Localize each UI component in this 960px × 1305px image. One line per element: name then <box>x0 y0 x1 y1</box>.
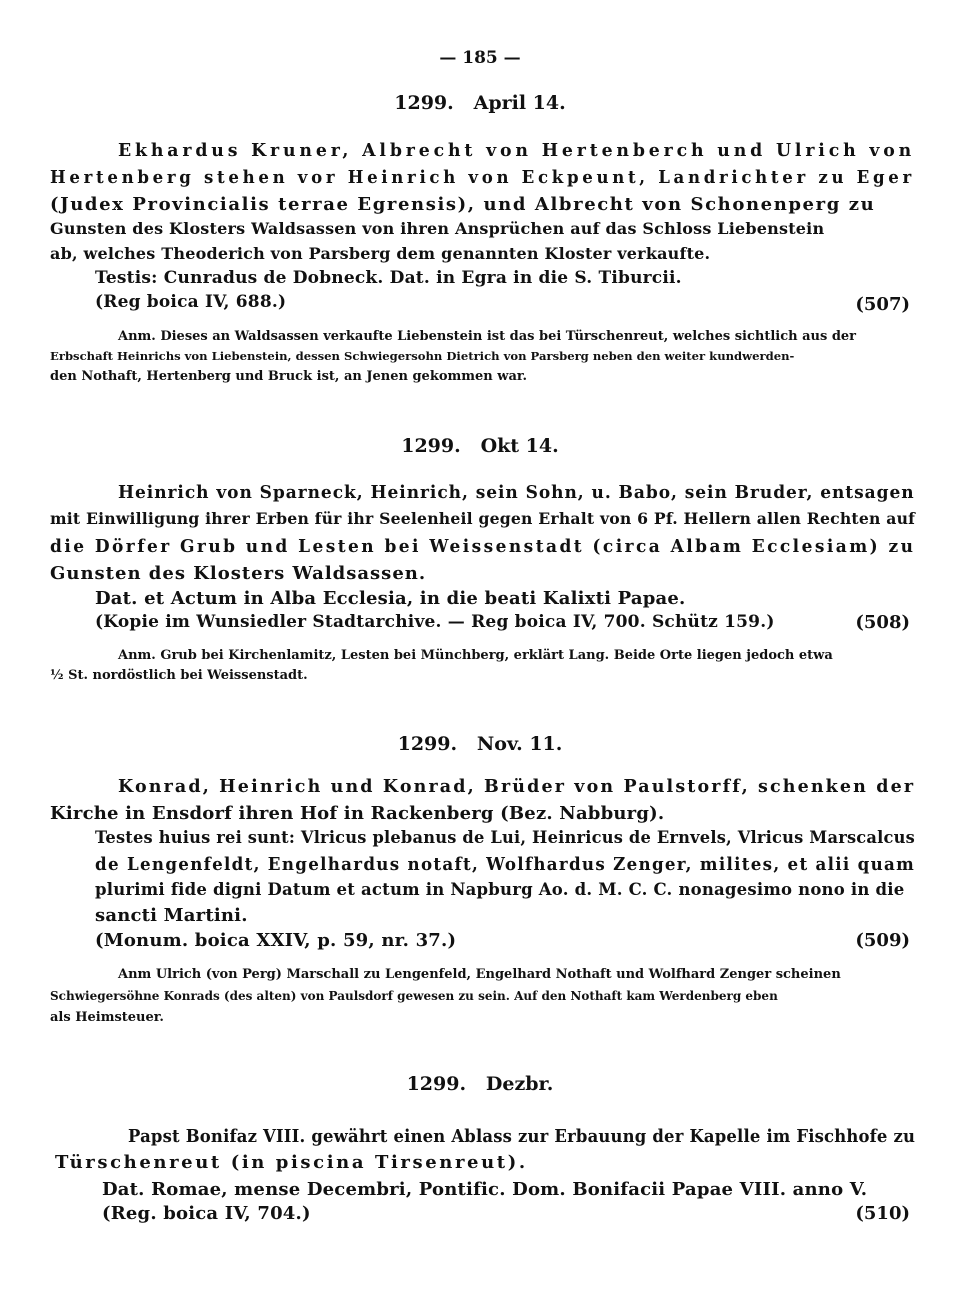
entry-line: Testes huius rei sunt: Vlricus plebanus de Lui, Heinricus de Ernvels, Vlricus Marscalcus <box>95 828 915 847</box>
entry-note: Erbschaft Heinrichs von Liebenstein, dessen Schwiegersohn Dietrich von Parsberg neben den weiter kundwerden- <box>50 349 795 363</box>
entry-line: de Lengenfeldt, Engelhardus notaft, Wolfhardus Zenger, milites, et alii quam <box>95 854 916 875</box>
entry-date: 1299. Dezbr. <box>406 1073 554 1095</box>
entry-line: Kirche in Ensdorf ihren Hof in Rackenberg (Bez. Nabburg). <box>50 803 665 824</box>
entry-line: Gunsten des Klosters Waldsassen von ihren Ansprüchen auf das Schloss Liebenstein <box>50 219 825 238</box>
entry-line: Gunsten des Klosters Waldsassen. <box>50 563 427 584</box>
entry-line: (Monum. boica XXIV, p. 59, nr. 37.) <box>95 930 457 951</box>
entry-line: (Judex Provincialis terrae Egrensis), und Albrecht von Schonenperg zu <box>50 194 876 215</box>
entry-line: (Reg. boica IV, 704.) <box>102 1203 311 1224</box>
entry-line: sancti Martini. <box>95 905 248 926</box>
entry-date: 1299. April 14. <box>394 92 566 114</box>
entry-number: (508) <box>855 612 910 633</box>
entry-line: ab, welches Theoderich von Parsberg dem genannten Kloster verkaufte. <box>50 244 711 263</box>
entry-date: 1299. Okt 14. <box>401 435 559 457</box>
entry-line: plurimi fide digni Datum et actum in Napburg Ao. d. M. C. C. nonagesimo nono in die <box>95 880 905 899</box>
entry-note: Anm. Dieses an Waldsassen verkaufte Liebenstein ist das bei Türschenreut, welches sichtlich aus der <box>118 329 857 344</box>
entry-note: Anm. Grub bei Kirchenlamitz, Lesten bei Münchberg, erklärt Lang. Beide Orte liegen jedoch etwa <box>118 648 833 663</box>
entry-line: Türschenreut (in piscina Tirsenreut). <box>55 1152 528 1173</box>
entry-number: (507) <box>855 294 910 315</box>
entry-note: Schwiegersöhne Konrads (des alten) von Paulsdorf gewesen zu sein. Auf den Nothaft kam Werdenberg eben <box>50 989 778 1003</box>
entry-line: die Dörfer Grub und Lesten bei Weissenstadt (circa Albam Ecclesiam) zu <box>50 536 916 557</box>
entry-line: Heinrich von Sparneck, Heinrich, sein Sohn, u. Babo, sein Bruder, entsagen <box>118 482 915 503</box>
entry-note: ½ St. nordöstlich bei Weissenstadt. <box>50 668 308 683</box>
entry-line: Testis: Cunradus de Dobneck. Dat. in Egra in die S. Tiburcii. <box>95 268 682 288</box>
entry-note: Anm Ulrich (von Perg) Marschall zu Lengenfeld, Engelhard Nothaft und Wolfhard Zenger scheinen <box>118 967 841 982</box>
entry-line: Hertenberg stehen vor Heinrich von Eckpeunt, Landrichter zu Eger <box>50 167 915 188</box>
entry-date: 1299. Nov. 11. <box>397 733 563 755</box>
page-number: — 185 — <box>439 48 521 68</box>
entry-line: Konrad, Heinrich und Konrad, Brüder von Paulstorff, schenken der <box>118 776 916 797</box>
entry-line: (Kopie im Wunsiedler Stadtarchive. — Reg boica IV, 700. Schütz 159.) <box>95 612 775 632</box>
entry-note: als Heimsteuer. <box>50 1010 164 1025</box>
entry-line: (Reg boica IV, 688.) <box>95 292 287 312</box>
entry-line: mit Einwilligung ihrer Erben für ihr Seelenheil gegen Erhalt von 6 Pf. Hellern allen Rechten auf <box>50 509 916 528</box>
entry-line: Ekhardus Kruner, Albrecht von Hertenberch und Ulrich von <box>118 140 916 161</box>
entry-line: Dat. et Actum in Alba Ecclesia, in die beati Kalixti Papae. <box>95 588 686 609</box>
entry-number: (509) <box>855 930 910 951</box>
entry-number: (510) <box>855 1203 910 1224</box>
entry-note: den Nothaft, Hertenberg und Bruck ist, an Jenen gekommen war. <box>50 369 528 384</box>
entry-line: Papst Bonifaz VIII. gewährt einen Ablass zur Erbauung der Kapelle im Fischhofe zu <box>128 1126 916 1147</box>
entry-line: Dat. Romae, mense Decembri, Pontific. Dom. Bonifacii Papae VIII. anno V. <box>102 1179 868 1200</box>
